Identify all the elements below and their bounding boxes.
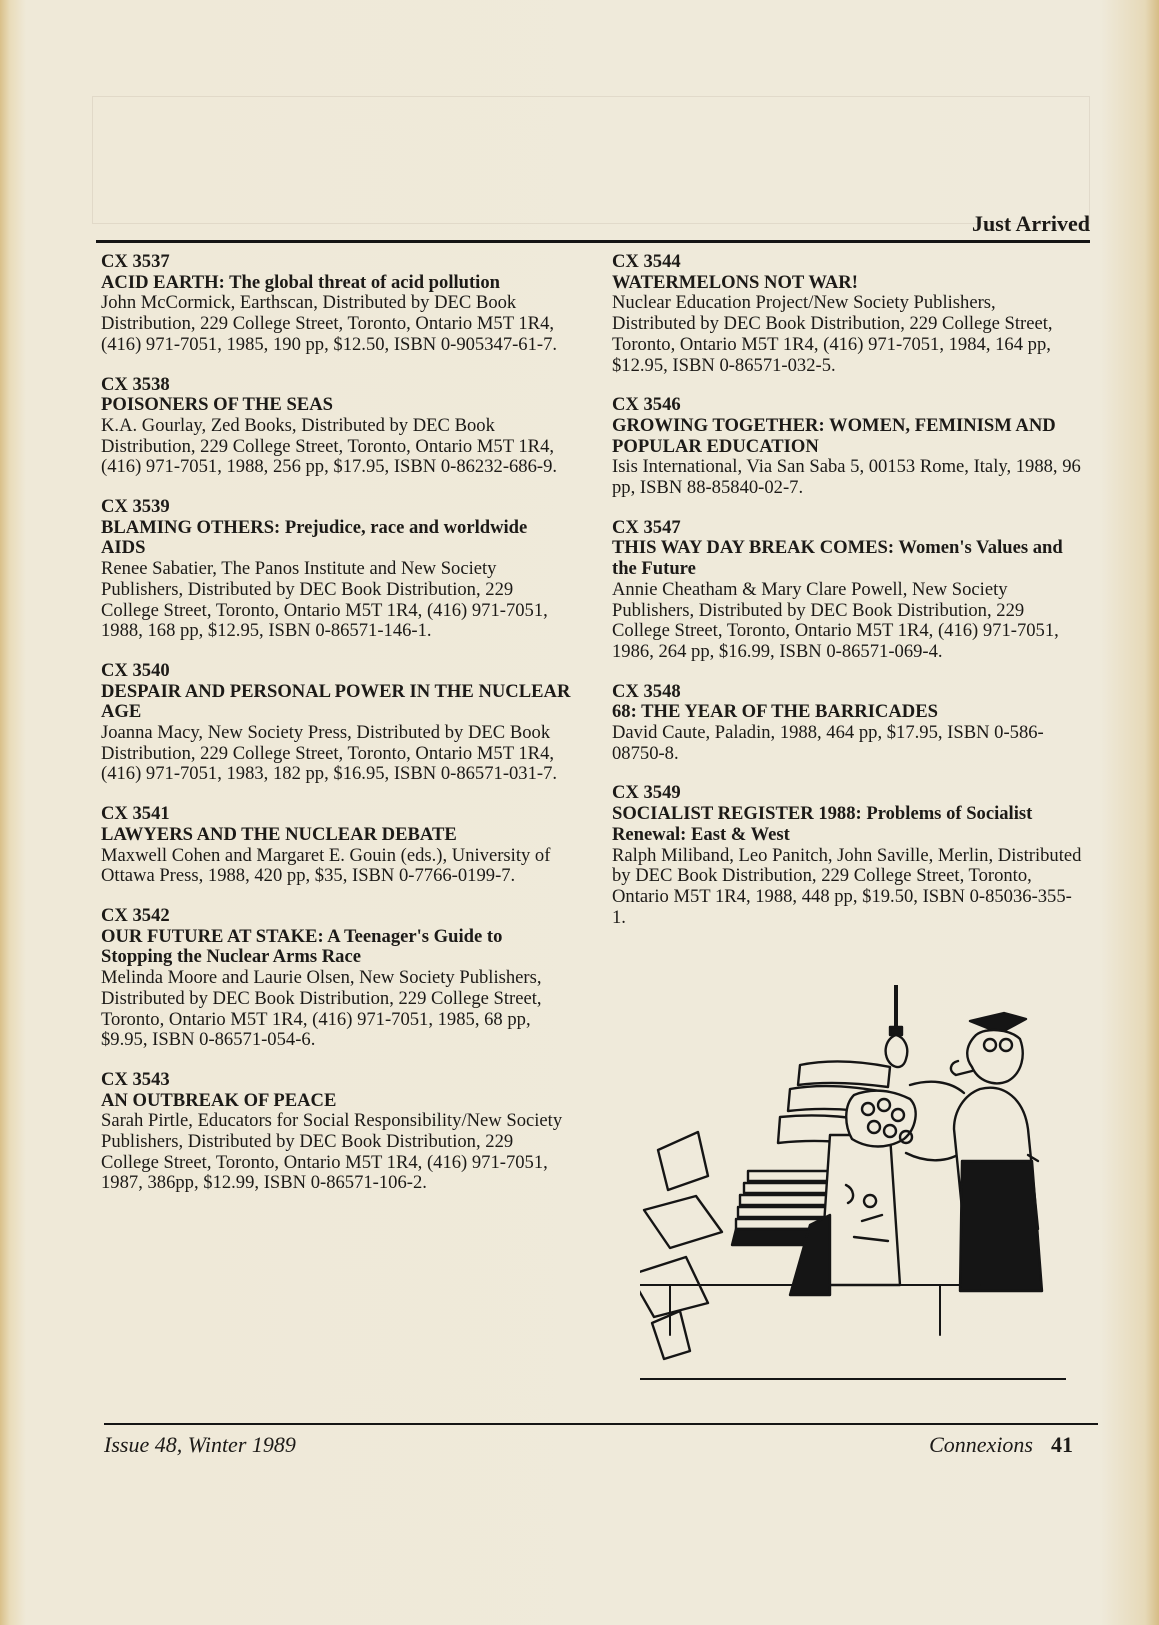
entry-details: John McCormick, Earthscan, Distributed by DEC Book Distribution, 229 College Street, Toronto, Ontario M5T 1R4, (416) 971-7051, 1985, 190 pp, $12.50, ISBN 0-905347-61-7. xyxy=(101,292,558,355)
entry-details: Ralph Miliband, Leo Panitch, John Saville, Merlin, Distributed by DEC Book Distribution, 229 College Street, Toronto, Ontario M5T 1R4, 1988, 448 pp, $19.50, ISBN 0-85036-355-1. xyxy=(612,844,1082,928)
page-number: 41 xyxy=(1051,1432,1073,1457)
left-column xyxy=(101,252,571,1213)
entry-title: DESPAIR AND PERSONAL POWER IN THE NUCLEAR AGE xyxy=(101,680,571,723)
entry-code: CX 3549 xyxy=(612,782,681,804)
issue-label: Issue 48, Winter 1989 xyxy=(104,1432,296,1457)
entry-title: THIS WAY DAY BREAK COMES: Women's Values and the Future xyxy=(612,537,1063,580)
book-entry xyxy=(101,375,571,479)
publication-name: Connexions xyxy=(929,1432,1033,1457)
entry-code: CX 3539 xyxy=(101,496,170,518)
entry-code: CX 3547 xyxy=(612,516,681,538)
book-entry xyxy=(101,906,571,1051)
entry-title: OUR FUTURE AT STAKE: A Teenager's Guide to Stopping the Nuclear Arms Race xyxy=(101,925,503,968)
entry-code: CX 3546 xyxy=(612,394,681,416)
book-entry xyxy=(612,395,1082,499)
entry-title: SOCIALIST REGISTER 1988: Problems of Socialist Renewal: East & West xyxy=(612,803,1033,845)
entry-details: K.A. Gourlay, Zed Books, Distributed by DEC Book Distribution, 229 College Street, Toronto, Ontario M5T 1R4, (416) 971-7051, 1988, 256 pp, $17.95, ISBN 0-86232-686-9. xyxy=(101,414,558,478)
entry-details: Annie Cheatham & Mary Clare Powell, New Society Publishers, Distributed by DEC Book Distribution, 229 College Street, Toronto, Ontario M5T 1R4, (416) 971-7051, 1986, 264 pp, $16.99, ISBN 0-86571-069-4. xyxy=(612,578,1059,662)
book-entry xyxy=(612,518,1082,663)
right-column xyxy=(612,252,1082,947)
entry-title: WATERMELONS NOT WAR! xyxy=(612,271,858,293)
entry-title: GROWING TOGETHER: WOMEN, FEMINISM AND POPULAR EDUCATION xyxy=(612,414,1056,457)
entry-title: POISONERS OF THE SEAS xyxy=(101,394,333,416)
entry-details: Maxwell Cohen and Margaret E. Gouin (eds.), University of Ottawa Press, 1988, 420 pp, $35, ISBN 0-7766-0199-7. xyxy=(101,844,551,887)
entry-title: BLAMING OTHERS: Prejudice, race and worldwide AIDS xyxy=(101,516,528,559)
book-entry xyxy=(612,252,1082,376)
entry-title: 68: THE YEAR OF THE BARRICADES xyxy=(612,701,938,723)
entry-code: CX 3537 xyxy=(101,251,170,272)
book-entry xyxy=(101,252,571,356)
entry-details: Joanna Macy, New Society Press, Distributed by DEC Book Distribution, 229 College Street, Toronto, Ontario M5T 1R4, (416) 971-7051, 1983, 182 pp, $16.95, ISBN 0-86571-031-7. xyxy=(101,722,558,785)
typewriter-cartoon-icon xyxy=(640,985,1066,1380)
entry-code: CX 3548 xyxy=(612,680,681,702)
entry-details: Sarah Pirtle, Educators for Social Responsibility/New Society Publishers, Distributed by DEC Book Distribution, 229 College Street, Toronto, Ontario M5T 1R4, (416) 971-7051, 1987, 386pp, $12.99, ISBN 0-86571-106-2. xyxy=(101,1110,563,1194)
book-entry xyxy=(612,783,1082,928)
book-entry xyxy=(612,682,1082,765)
entry-code: CX 3543 xyxy=(101,1068,170,1090)
book-entry xyxy=(101,497,571,642)
entry-code: CX 3544 xyxy=(612,251,681,272)
entry-code: CX 3541 xyxy=(101,803,170,825)
footer-right xyxy=(929,1432,1073,1458)
entry-code: CX 3538 xyxy=(101,373,170,395)
entry-details: David Caute, Paladin, 1988, 464 pp, $17.95, ISBN 0-586-08750-8. xyxy=(612,722,1044,764)
entry-title: LAWYERS AND THE NUCLEAR DEBATE xyxy=(101,823,457,845)
entry-details: Melinda Moore and Laurie Olsen, New Society Publishers, Distributed by DEC Book Distribution, 229 College Street, Toronto, Ontario M5T 1R4, (416) 971-7051, 1985, 68 pp, $9.95, ISBN 0-86571-054-6. xyxy=(101,967,542,1051)
entry-title: ACID EARTH: The global threat of acid pollution xyxy=(101,271,500,293)
bottom-rule xyxy=(104,1423,1098,1425)
section-title: Just Arrived xyxy=(972,211,1090,236)
entry-code: CX 3542 xyxy=(101,904,170,926)
book-entry xyxy=(101,804,571,887)
bleed-through-shadow xyxy=(92,96,1090,224)
entry-details: Renee Sabatier, The Panos Institute and New Society Publishers, Distributed by DEC Book Distribution, 229 College Street, Toronto, Ontario M5T 1R4, (416) 971-7051, 1988, 168 pp, $12.95, ISBN 0-86571-146-1. xyxy=(101,558,548,642)
top-rule xyxy=(96,240,1090,243)
book-entry xyxy=(101,661,571,785)
book-entry xyxy=(101,1070,571,1194)
entry-details: Nuclear Education Project/New Society Publishers, Distributed by DEC Book Distribution, 229 College Street, Toronto, Ontario M5T 1R4, (416) 971-7051, 1984, 164 pp, $12.95, ISBN 0-86571-032-5. xyxy=(612,292,1053,376)
entry-code: CX 3540 xyxy=(101,659,170,681)
entry-title: AN OUTBREAK OF PEACE xyxy=(101,1089,337,1111)
entry-details: Isis International, Via San Saba 5, 00153 Rome, Italy, 1988, 96 pp, ISBN 88-85840-02-7. xyxy=(612,456,1081,499)
